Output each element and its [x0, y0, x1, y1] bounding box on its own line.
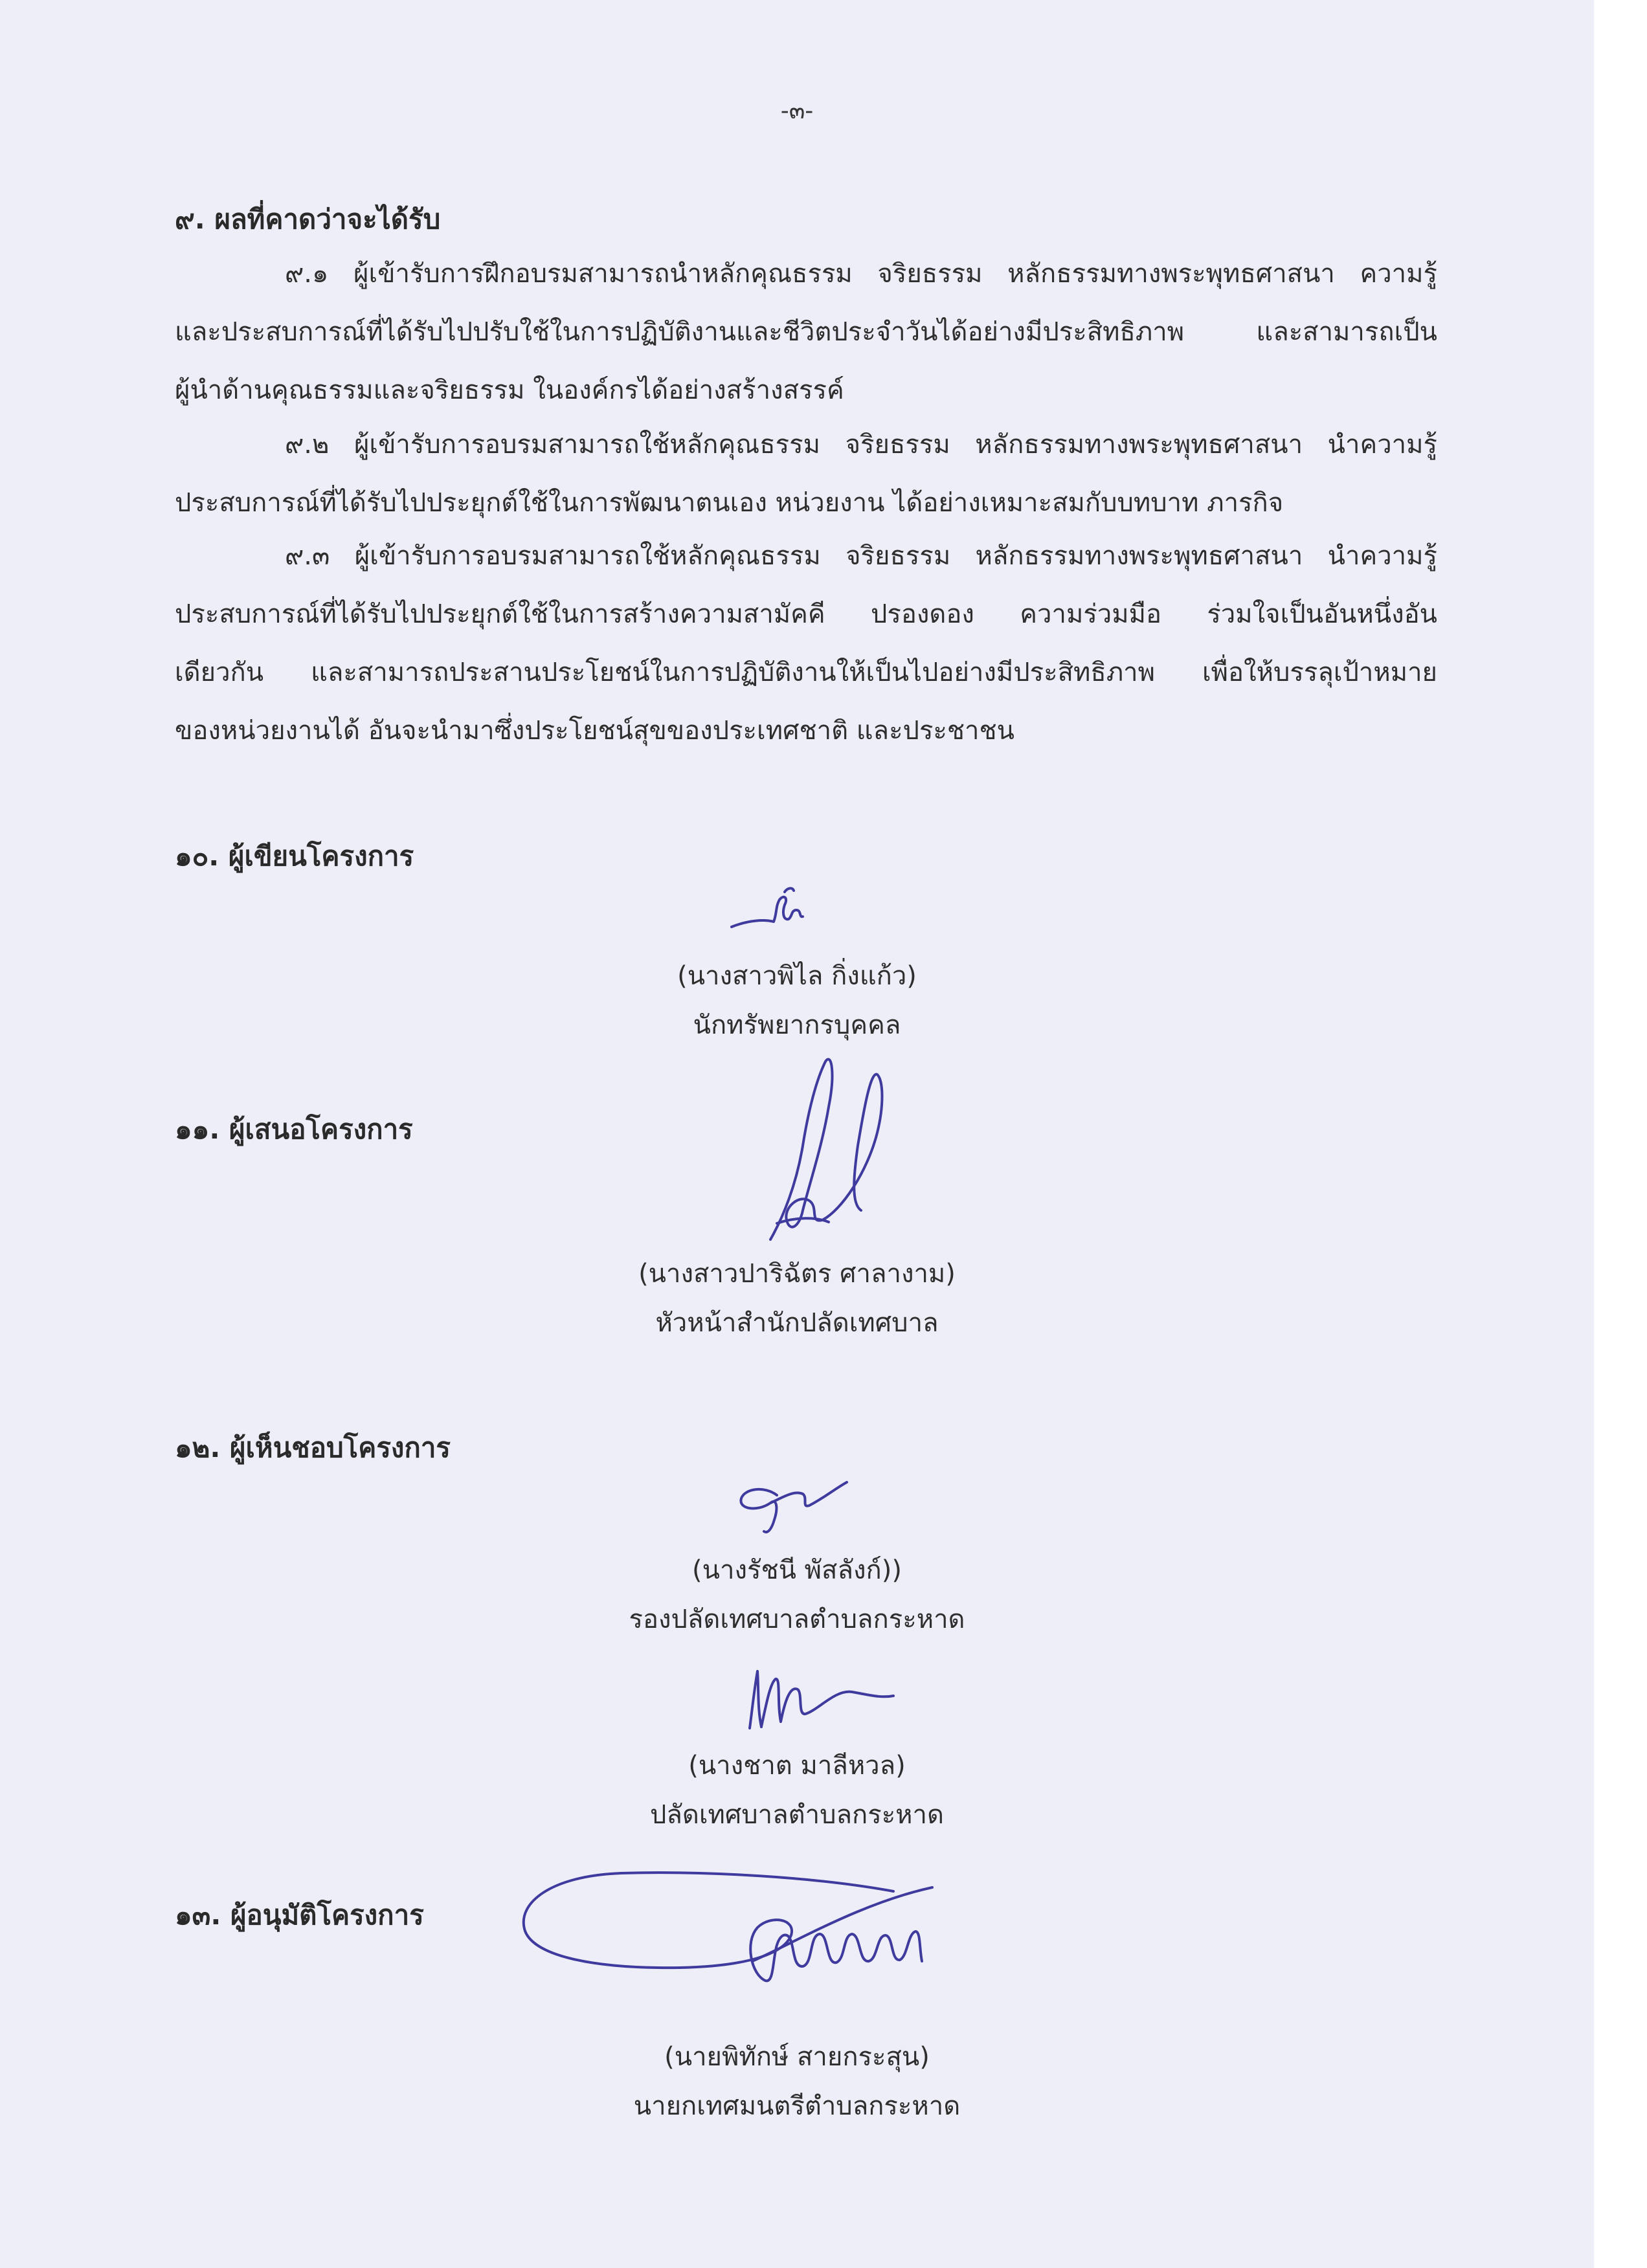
page-number: -๓- — [780, 98, 814, 124]
signer-name: (นายพิทักษ์ สายกระสุน) — [664, 2042, 930, 2072]
mayor-signature-block — [0, 2032, 1594, 2131]
deputy-clerk-signature-block — [0, 1546, 1594, 1644]
signer-position: นักทรัพยากรบุคคล — [693, 1010, 901, 1040]
signer-position: ปลัดเทศบาลตำบลกระหาด — [649, 1800, 944, 1830]
clerk-signature-block — [0, 1741, 1594, 1840]
section-10-heading: ๑๐. ผู้เขียนโครงการ — [175, 840, 414, 872]
paragraph-line: และประสบการณ์ที่ได้รับไปปรับใช้ในการปฏิบัติงานและชีวิตประจำวันได้อย่างมีประสิทธิภาพ และสามารถเป็น — [175, 317, 1437, 347]
section-11-heading: ๑๑. ผู้เสนอโครงการ — [175, 1113, 413, 1145]
signer-position: หัวหน้าสำนักปลัดเทศบาล — [655, 1308, 939, 1338]
section-9-item-1 — [175, 245, 1437, 419]
section-12-heading: ๑๒. ผู้เห็นชอบโครงการ — [175, 1432, 451, 1463]
signer-name: (นางสาวพิไล กิ่งแก้ว) — [677, 961, 917, 991]
paragraph-line: ๙.๓ ผู้เข้ารับการอบรมสามารถใช้หลักคุณธรรม จริยธรรม หลักธรรมทางพระพุทธศาสนา นำความรู้ — [285, 541, 1437, 571]
section-13-heading: ๑๓. ผู้อนุมัติโครงการ — [175, 1899, 424, 1931]
paragraph-line: ประสบการณ์ที่ได้รับไปประยุกต์ใช้ในการสร้างความสามัคคี ปรองดอง ความร่วมมือ ร่วมใจเป็นอันหนึ่งอัน — [175, 599, 1437, 629]
signature-writer-image — [712, 880, 842, 945]
paragraph-line: เดียวกัน และสามารถประสานประโยชน์ในการปฏิบัติงานให้เป็นไปอย่างมีประสิทธิภาพ เพื่อให้บรรลุเป้าหมาย — [175, 658, 1437, 687]
signer-position: รองปลัดเทศบาลตำบลกระหาด — [629, 1605, 965, 1634]
paragraph-line: ของหน่วยงานได้ อันจะนำมาซึ่งประโยชน์สุขของประเทศชาติ และประชาชน — [175, 716, 1015, 746]
section-9-heading: ๙. ผลที่คาดว่าจะได้รับ — [175, 203, 441, 235]
signer-name: (นางรัชนี พัสลังก์)) — [692, 1555, 902, 1585]
signature-mayor-image — [511, 1864, 939, 2000]
paragraph-line: ผู้นำด้านคุณธรรมและจริยธรรม ในองค์กรได้อย่างสร้างสรรค์ — [175, 375, 844, 405]
proposer-signature-block — [0, 1249, 1594, 1348]
signature-deputy-clerk-image — [732, 1469, 861, 1540]
section-9-item-3 — [175, 527, 1437, 760]
signer-name: (นางสาวปาริฉัตร ศาลางาม) — [638, 1259, 956, 1289]
signature-proposer-image — [738, 1055, 906, 1249]
writer-signature-block — [0, 951, 1594, 1050]
paragraph-line: ๙.๑ ผู้เข้ารับการฝึกอบรมสามารถนำหลักคุณธรรม จริยธรรม หลักธรรมทางพระพุทธศาสนา ความรู้ — [285, 259, 1437, 289]
paragraph-line: ๙.๒ ผู้เข้ารับการอบรมสามารถใช้หลักคุณธรรม จริยธรรม หลักธรรมทางพระพุทธศาสนา นำความรู้ — [285, 430, 1437, 460]
paragraph-line: ประสบการณ์ที่ได้รับไปประยุกต์ใช้ในการพัฒนาตนเอง หน่วยงาน ได้อย่างเหมาะสมกับบทบาท ภารกิจ — [175, 488, 1284, 518]
signer-name: (นางชาต มาลีหวล) — [688, 1751, 906, 1781]
scan-margin — [1594, 0, 1647, 2268]
signature-clerk-image — [738, 1663, 900, 1735]
signer-position: นายกเทศมนตรีตำบลกระหาด — [633, 2091, 961, 2121]
section-9-item-2 — [175, 416, 1437, 532]
